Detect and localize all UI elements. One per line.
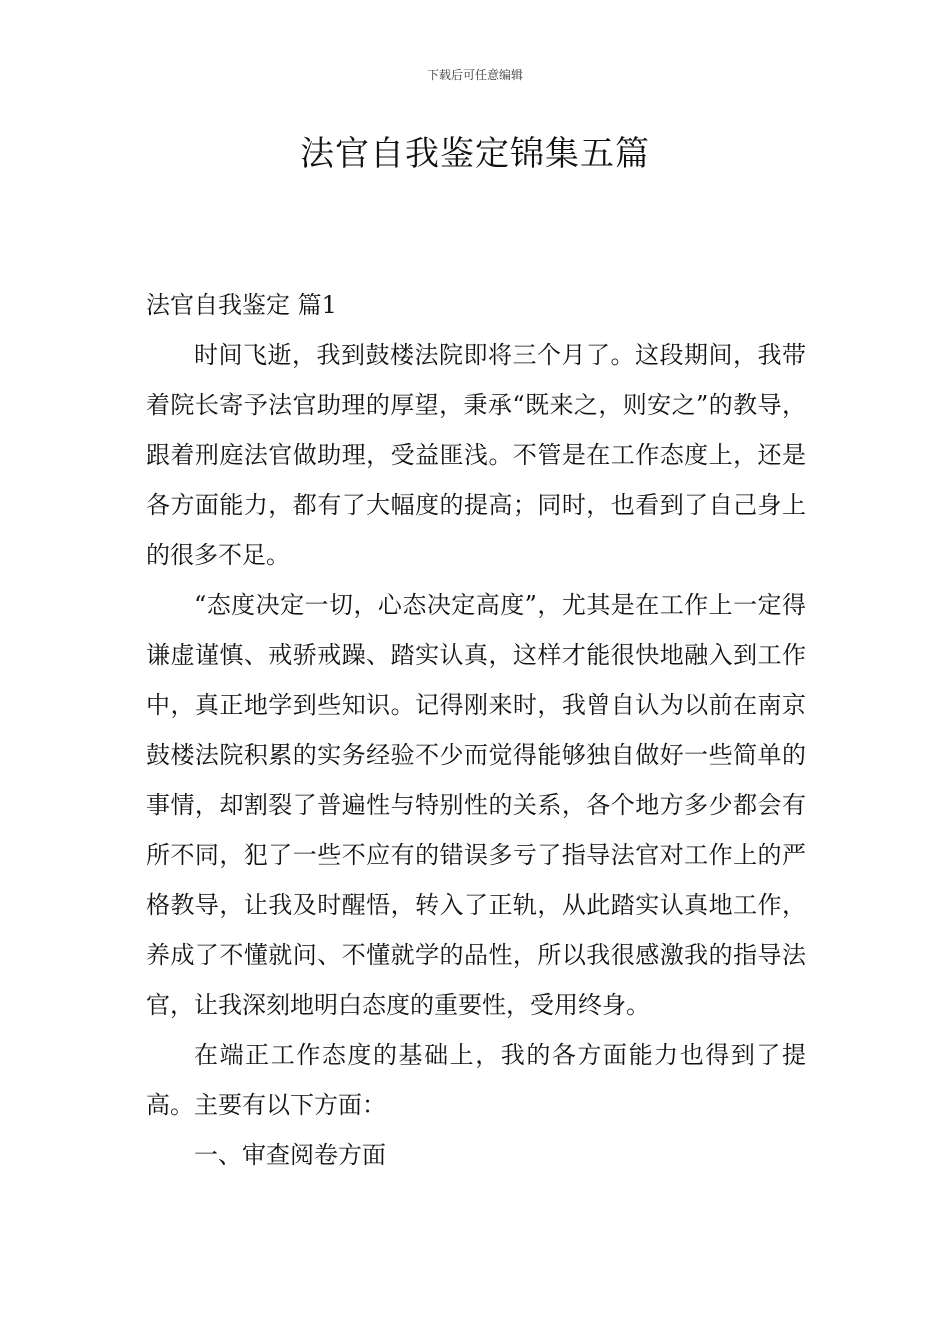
paragraph-3: 在端正工作态度的基础上，我的各方面能力也得到了提高。主要有以下方面： [146,1041,806,1119]
header-note: 下载后可任意编辑 [426,68,523,82]
paragraph-1: 时间飞逝，我到鼓楼法院即将三个月了。这段期间，我带着院长寄予法官助理的厚望，秉承“既来之，则安之”的教导，跟着刑庭法官做助理，受益匪浅。不管是在工作态度上，还是各方面能力，都有了大幅度的提高；同时，也看到了自己身上的很多不足。 [146,341,806,569]
document-title: 法官自我鉴定锦集五篇 [300,134,650,174]
sub-heading: 一、审查阅卷方面 [194,1141,386,1169]
paragraph-2: “态度决定一切，心态决定高度”，尤其是在工作上一定得谦虚谨慎、戒骄戒躁、踏实认真，这样才能很快地融入到工作中，真正地学到些知识。记得刚来时，我曾自认为以前在南京鼓楼法院积累的实务经验不少而觉得能够独自做好一些简单的事情，却割裂了普遍性与特别性的关系，各个地方多少都会有所不同，犯了一些不应有的错误多亏了指导法官对工作上的严格教导，让我及时醒悟，转入了正轨，从此踏实认真地工作，养成了不懂就问、不懂就学的品性，所以我很感激我的指导法官，让我深刻地明白态度的重要性，受用终身。 [146,591,806,1019]
document-body [146,280,806,1180]
section-heading: 法官自我鉴定 篇1 [146,291,337,319]
